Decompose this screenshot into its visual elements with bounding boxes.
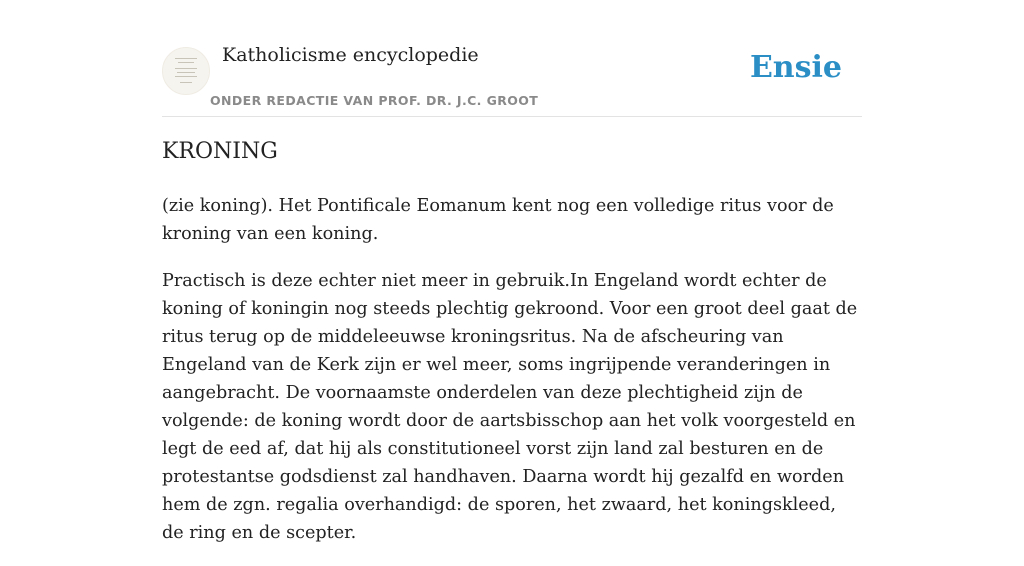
entry-title: KRONING — [162, 139, 278, 164]
entry-paragraph: Practisch is deze echter niet meer in gebruik.In Engeland wordt echter de koning of koningin nog steeds plechtig gekroond. Voor een groot deel gaat de ritus terug op de middeleeuwse kroningsritus. Na de afscheuring van Engeland van de Kerk zijn er wel meer, soms ingrijpende veranderingen in aangebracht. De voornaamste onderdelen van deze plechtigheid zijn de volgende: de koning wordt door de aartsbisschop aan het volk voorgesteld en legt de eed af, dat hij als constitutioneel vorst zijn land zal besturen en de protestantse godsdienst zal handhaven. Daarna wordt hij gezalfd en worden hem de zgn. regalia overhandigd: de sporen, het zwaard, het koningskleed, de ring en de scepter. — [162, 271, 858, 543]
brand-logo[interactable]: Ensie — [749, 50, 842, 85]
book-title[interactable]: Katholicisme encyclopedie — [222, 44, 479, 66]
book-cover-icon[interactable] — [162, 47, 210, 95]
content-container — [162, 0, 862, 543]
entry-paragraph: (zie koning). Het Pontificale Eomanum kent nog een volledige ritus voor de kroning van een koning. — [162, 196, 834, 244]
editor-credit: ONDER REDACTIE VAN PROF. DR. J.C. GROOT — [210, 93, 539, 108]
header — [162, 0, 862, 117]
entry-body — [162, 192, 862, 566]
